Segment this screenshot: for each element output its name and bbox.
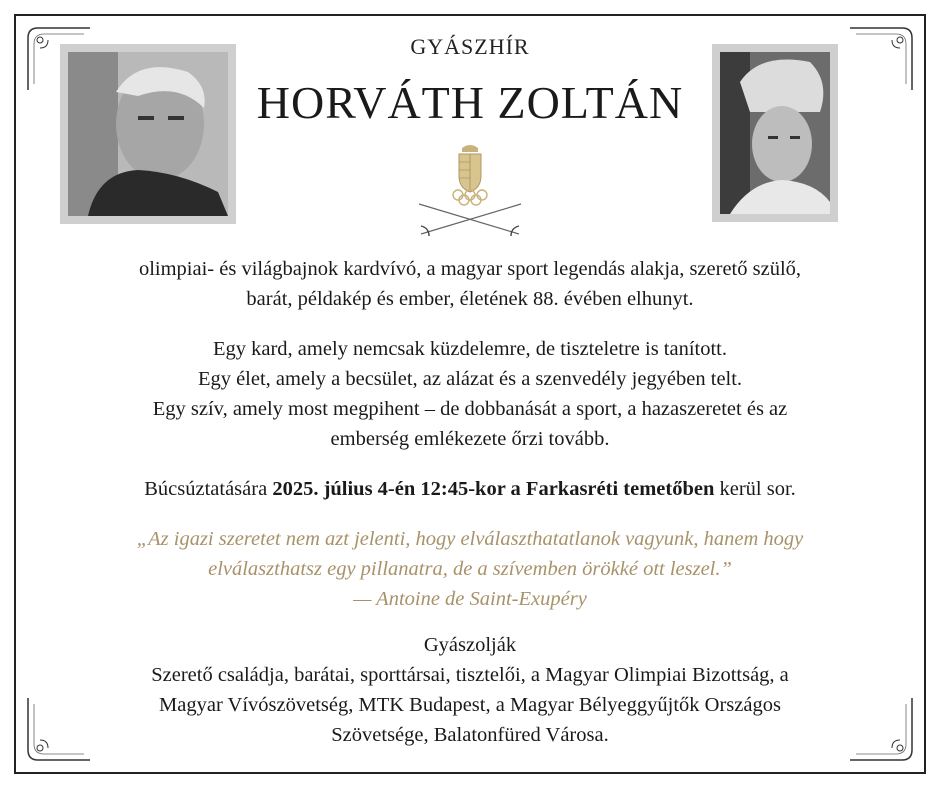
mourners-section: [60, 630, 880, 750]
intro-line: olimpiai- és világbajnok kardvívó, a magyar sport legendás alakja, szerető szülő,: [138, 258, 802, 280]
portrait-photo-right: [712, 44, 838, 222]
intro-paragraph: [60, 254, 880, 314]
mourners-line: Szerető családja, barátai, sporttársai, tisztelői, a Magyar Olimpiai Bizottság, a: [151, 664, 789, 686]
tribute-line: emberség emlékezete őrzi tovább.: [330, 428, 610, 450]
obituary-heading: GYÁSZHÍR: [410, 34, 530, 59]
portrait-photo-left: [60, 44, 236, 224]
tribute-line: Egy szív, amely most megpihent – de dobbanását a sport, a hazaszeretet és az: [152, 398, 788, 420]
quote-author: — Antoine de Saint-Exupéry: [353, 588, 587, 610]
funeral-suffix: kerül sor.: [714, 478, 796, 500]
quote-line: „Az igazi szeretet nem azt jelenti, hogy elválaszthatatlanok vagyunk, hanem hogy: [136, 528, 804, 550]
memorial-quote: [60, 524, 880, 614]
mourners-line: Magyar Vívószövetség, MTK Budapest, a Magyar Bélyeggyűjtők Országos: [159, 694, 781, 716]
mourners-title: Gyászolják: [423, 634, 517, 656]
tribute-paragraph: [60, 334, 880, 454]
tribute-line: Egy kard, amely nemcsak küzdelemre, de tiszteletre is tanított.: [212, 338, 728, 360]
tribute-line: Egy élet, amely a becsület, az alázat és a szenvedély jegyében telt.: [197, 368, 743, 390]
quote-line: elválaszthatsz egy pillanatra, de a szívemben örökké ott leszel.”: [208, 558, 732, 580]
hungarian-olympic-emblem-icon: [415, 142, 525, 242]
funeral-prefix: Búcsúztatására: [144, 478, 273, 500]
intro-line: barát, példakép és ember, életének 88. évében elhunyt.: [246, 288, 694, 310]
funeral-notice: [60, 474, 880, 504]
funeral-date-location: 2025. július 4-én 12:45-kor a Farkasréti temetőben: [272, 478, 715, 500]
mourners-line: Szövetsége, Balatonfüred Városa.: [331, 724, 609, 746]
deceased-name: HORVÁTH ZOLTÁN: [256, 77, 684, 128]
